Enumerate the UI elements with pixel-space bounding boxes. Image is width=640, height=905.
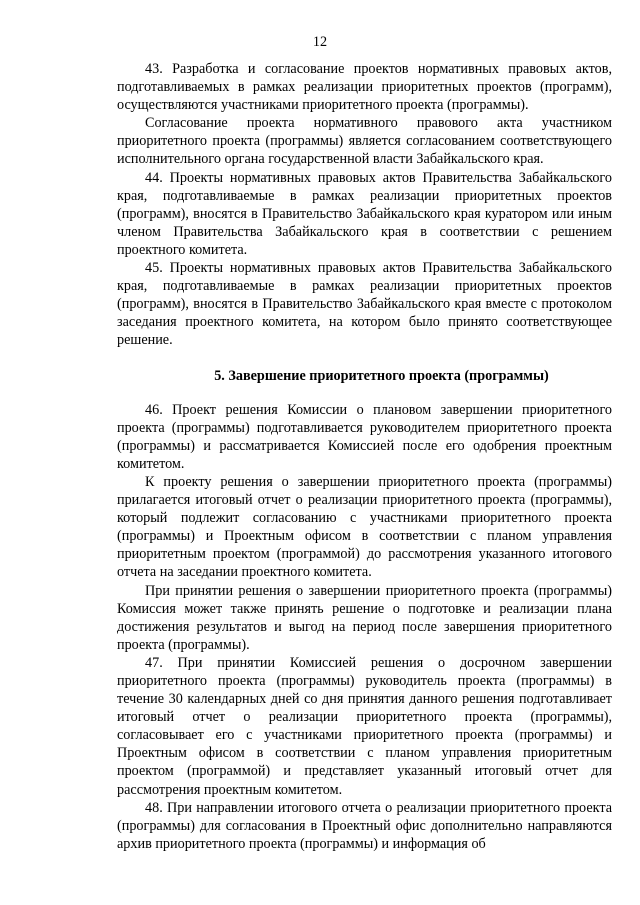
paragraph-46-attachment: К проекту решения о завершении приоритетного проекта (программы) прилагается итоговый отчет о реализации приоритетного проекта (программы), который подлежит согласованию с участниками приоритетного проекта (программы) и Проектным офисом в соответствии с планом управления приоритетным проектом (программой) до рассмотрения указанного итогового отчета на заседании проектного комитета. (117, 473, 612, 581)
paragraph-46-benefits: При принятии решения о завершении приоритетного проекта (программы) Комиссия может также принять решение о подготовке и реализации плана достижения результатов и выгод на период после завершения приоритетного проекта (программы). (117, 582, 612, 653)
paragraph-46: 46. Проект решения Комиссии о плановом завершении приоритетного проекта (программы) подготавливается руководителем приоритетного проекта (программы) и рассматривается Комиссией после его одобрения проектным комитетом. (117, 401, 612, 472)
paragraph-43: 43. Разработка и согласование проектов нормативных правовых актов, подготавливаемых в рамках реализации приоритетных проектов (программ), осуществляются участниками приоритетного проекта (программы). (117, 61, 612, 114)
document-body (117, 60, 612, 853)
page-number: 12 (312, 34, 328, 50)
paragraph-48: 48. При направлении итогового отчета о реализации приоритетного проекта (программы) для согласования в Проектный офис дополнительно направляются архив приоритетного проекта (программы) и информация об (117, 799, 612, 852)
paragraph-45: 45. Проекты нормативных правовых актов Правительства Забайкальского края, подготавливаемые в рамках реализации приоритетных проектов (программ), вносятся в Правительство Забайкальского края вместе с протоколом заседания проектного комитета, на котором было принято соответствующее решение. (117, 260, 612, 349)
paragraph-47: 47. При принятии Комиссией решения о досрочном завершении приоритетного проекта (программы) руководитель проекта (программы) в течение 30 календарных дней со дня принятия данного решения подготавливает итоговый отчет о реализации приоритетного проекта (программы), согласовывает его с участниками приоритетного проекта (программы) и Проектным офисом в соответствии с планом управления приоритетным проектом (программой) и представляет указанный итоговый отчет для рассмотрения проектным комитетом. (117, 654, 612, 798)
paragraph-44: 44. Проекты нормативных правовых актов Правительства Забайкальского края, подготавливаемые в рамках реализации приоритетных проектов (программ), вносятся в Правительство Забайкальского края куратором или иным членом Правительства Забайкальского края в соответствии с решением проектного комитета. (117, 169, 612, 258)
section-heading: 5. Завершение приоритетного проекта (программы) (214, 367, 549, 384)
paragraph-43-approval: Согласование проекта нормативного правового акта участником приоритетного проекта (программы) является согласованием соответствующего исполнительного органа государственной власти Забайкальского края. (117, 115, 612, 168)
